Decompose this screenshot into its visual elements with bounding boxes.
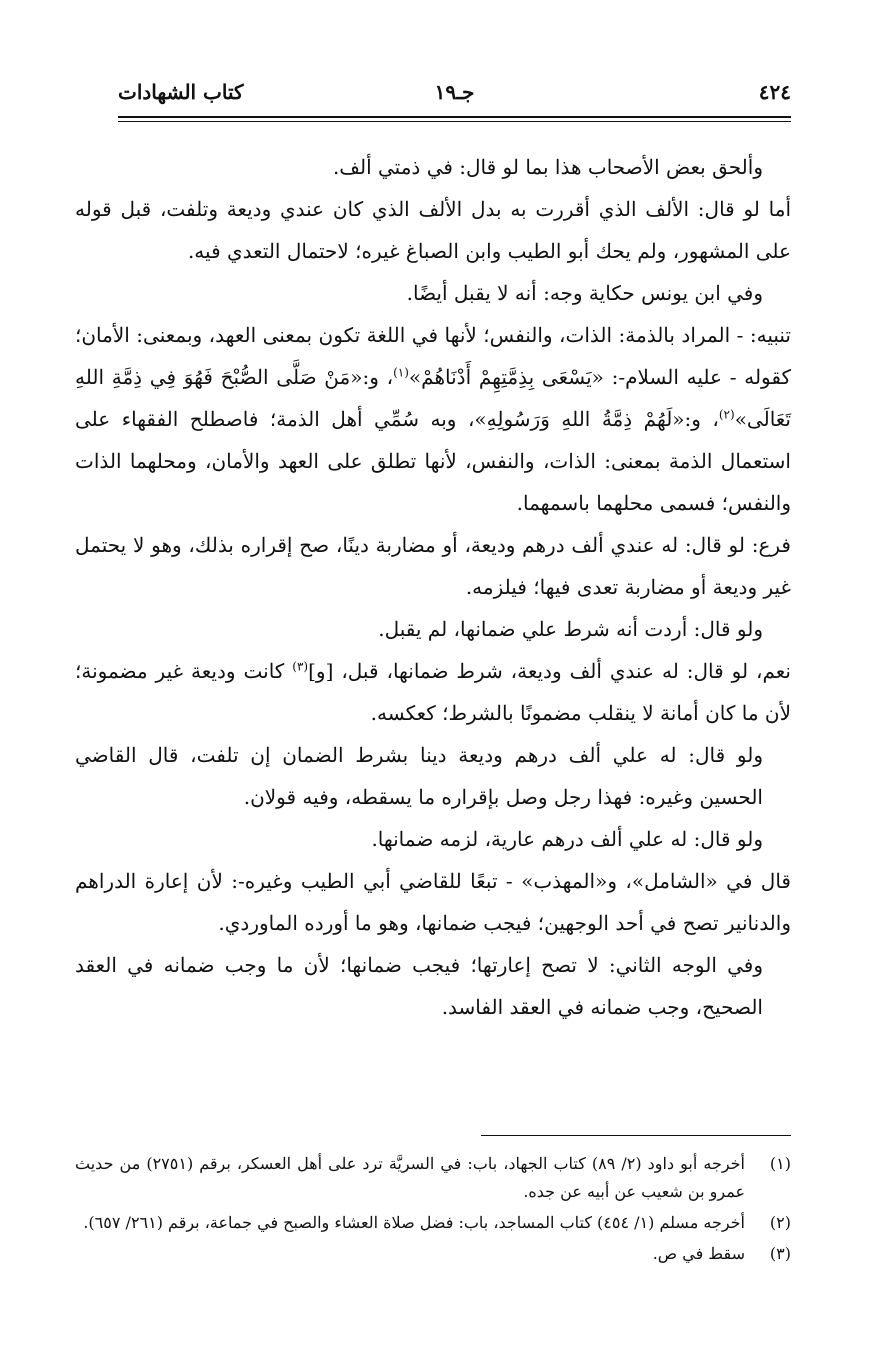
running-header xyxy=(118,80,791,110)
paragraph-part: ، و:«لَهُمْ ذِمَّةُ اللهِ وَرَسُولِهِ»، وبه سُمِّي أهل الذمة؛ فاصطلح الفقهاء على استعمال الذمة بمعنى: الذات، والنفس، لأنها تطلق على العهد والأمان، ومحلهما الذات والنفس؛ فسمى محلهما باسمهما. xyxy=(75,407,791,515)
paragraph: أما لو قال: الألف الذي أقررت به بدل الألف الذي كان عندي وديعة وتلفت، قبل قوله على المشهور، ولم يحك أبو الطيب وابن الصباغ غيره؛ لاحتمال التعدي فيه. xyxy=(75,197,792,263)
footnotes xyxy=(75,1150,791,1271)
paragraph: قال في «الشامل»، و«المهذب» - تبعًا للقاضي أبي الطيب وغيره-: لأن إعارة الدراهم والدنانير تصح في أحد الوجهين؛ فيجب ضمانها، وهو ما أورده الماوردي. xyxy=(75,869,791,935)
paragraph: فرع: لو قال: له عندي ألف درهم وديعة، أو مضاربة دينًا، صح إقراره بذلك، وهو لا يحتمل غير وديعة أو مضاربة تعدى فيها؛ فيلزمه. xyxy=(75,533,791,599)
header-rule-thick xyxy=(118,116,791,118)
footnote-text: أخرجه أبو داود (٢/ ٨٩) كتاب الجهاد، باب: في السريَّة ترد على أهل العسكر، برقم (٢٧٥١) من حديث عمرو بن شعيب عن أبيه عن جده. xyxy=(75,1154,746,1201)
paragraph xyxy=(75,650,791,734)
footnote-number: (٣) xyxy=(769,1244,791,1263)
page-number: ٤٢٤ xyxy=(758,80,791,104)
paragraph: وألحق بعض الأصحاب هذا بما لو قال: في ذمتي ألف. xyxy=(332,155,763,179)
paragraph-part: نعم، لو قال: له عندي ألف وديعة، شرط ضمانها، قبل، [و] xyxy=(308,659,791,683)
paragraph: ولو قال: أردت أنه شرط علي ضمانها، لم يقبل. xyxy=(378,617,763,641)
footnote-number: (١) xyxy=(769,1154,791,1173)
footnote-ref[interactable]: (٣) xyxy=(292,659,309,674)
footnote-number: (٢) xyxy=(769,1213,791,1232)
footnote-separator xyxy=(481,1135,791,1136)
paragraph xyxy=(75,314,791,524)
main-text xyxy=(75,146,791,1028)
footnote xyxy=(75,1240,791,1268)
book-title: كتاب الشهادات xyxy=(118,80,244,104)
paragraph-part: كانت وديعة غير مضمونة؛ لأن ما كان أمانة لا ينقلب مضمونًا بالشرط؛ كعكسه. xyxy=(75,659,791,725)
header-rule-thin xyxy=(118,121,791,122)
footnote-ref[interactable]: (١) xyxy=(393,365,409,380)
footnote-ref[interactable]: (٢) xyxy=(718,407,735,422)
footnote xyxy=(75,1150,791,1206)
volume-label: جـ١٩ xyxy=(434,80,475,104)
paragraph: وفي ابن يونس حكاية وجه: أنه لا يقبل أيضًا. xyxy=(406,281,763,305)
footnote-text: أخرجه مسلم (١/ ٤٥٤) كتاب المساجد، باب: فضل صلاة العشاء والصبح في جماعة، برقم (٢٦١/ ٦٥٧). xyxy=(83,1213,745,1232)
footnote-text: سقط في ص. xyxy=(652,1244,745,1263)
footnote xyxy=(75,1209,791,1237)
paragraph: ولو قال: له علي ألف درهم عارية، لزمه ضمانها. xyxy=(371,827,763,851)
paragraph: وفي الوجه الثاني: لا تصح إعارتها؛ فيجب ضمانها؛ لأن ما وجب ضمانه في العقد الصحيح، وجب ضمانه في العقد الفاسد. xyxy=(75,953,763,1019)
paragraph-part: ، و:«مَنْ صَلَّى الصُّبْحَ فَهُوَ فِي ذِمَّةِ اللهِ تَعَالَى» xyxy=(75,365,791,431)
paragraph: ولو قال: له علي ألف درهم وديعة دينا بشرط الضمان إن تلفت، قال القاضي الحسين وغيره: فهذا رجل وصل بإقراره ما يسقطه، وفيه قولان. xyxy=(75,743,763,809)
paragraph-part: تنبيه: - المراد بالذمة: الذات، والنفس؛ لأنها في اللغة تكون بمعنى العهد، وبمعنى: الأمان؛ كقوله - عليه السلام-: «يَسْعَى بِذِمَّتِهِمْ أَدْنَاهُمْ» xyxy=(75,323,792,389)
